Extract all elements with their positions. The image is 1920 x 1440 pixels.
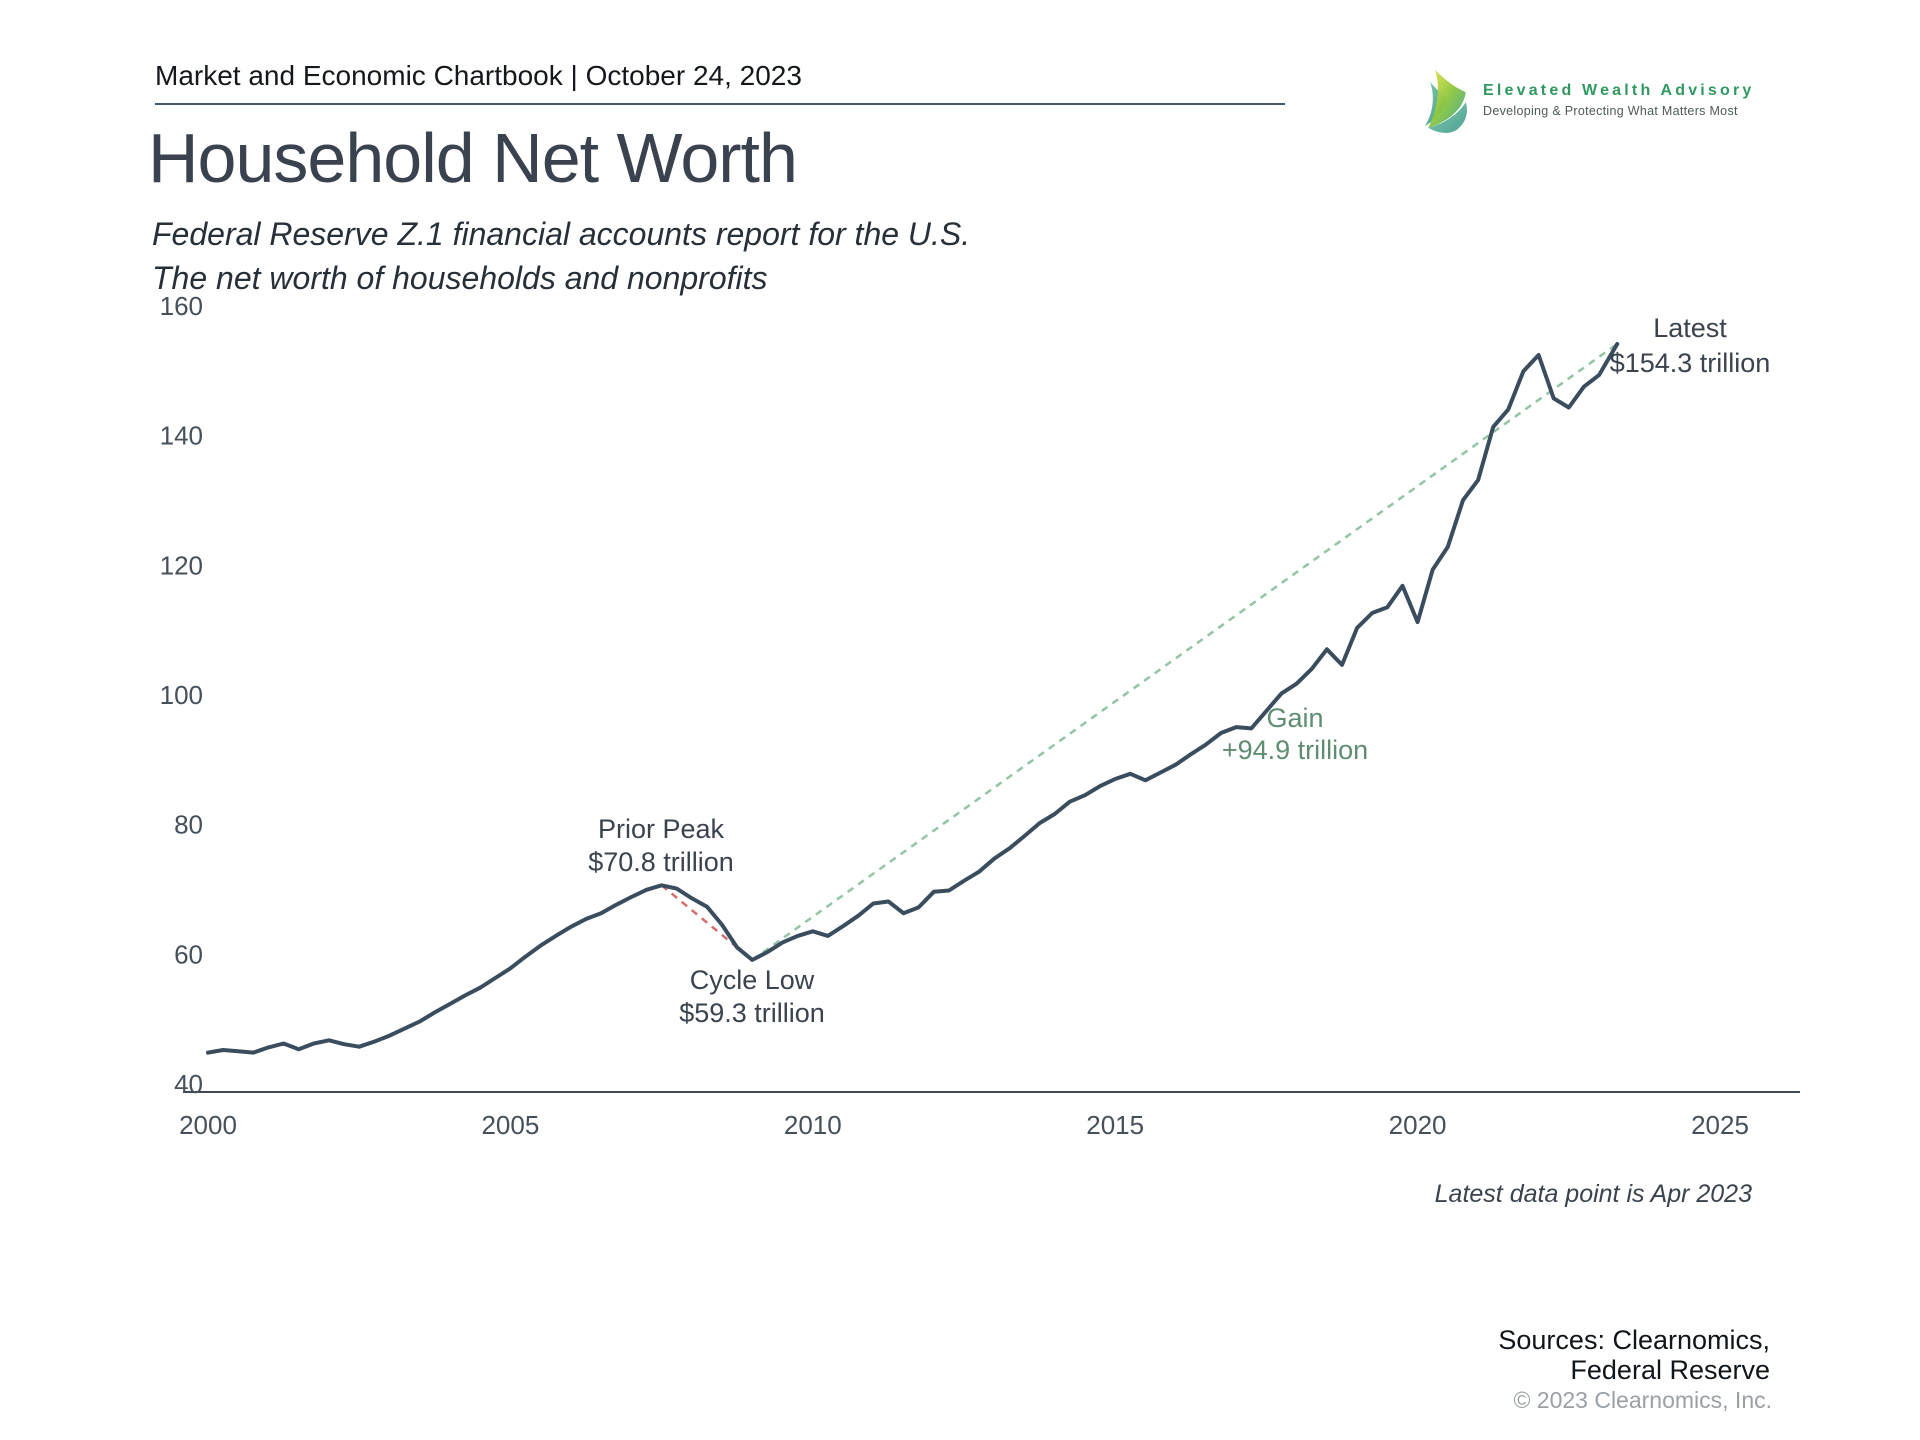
page-title: Household Net Worth [148, 119, 797, 197]
y-tick-100: 100 [159, 679, 203, 710]
latest-data-footnote: Latest data point is Apr 2023 [1434, 1180, 1752, 1208]
prior-peak-value: $70.8 trillion [588, 847, 734, 877]
net-worth-line [208, 344, 1617, 1053]
y-tick-40: 40 [174, 1068, 203, 1099]
gain-value: +94.9 trillion [1221, 735, 1369, 765]
refline-low-to-latest-gain [752, 344, 1617, 960]
y-tick-160: 160 [159, 291, 203, 321]
sources-line-1: Sources: Clearnomics, [1498, 1325, 1770, 1355]
x-tick-2020: 2020 [1388, 1110, 1447, 1140]
x-tick-2025: 2025 [1691, 1110, 1749, 1140]
sources-line-2: Federal Reserve [1570, 1354, 1770, 1385]
logo-tagline: Developing & Protecting What Matters Most [1483, 104, 1738, 118]
cycle-low-label: Cycle Low [689, 965, 815, 995]
gain-label: Gain [1266, 703, 1324, 733]
y-tick-60: 60 [174, 939, 203, 970]
y-tick-140: 140 [159, 420, 203, 451]
x-tick-2000: 2000 [179, 1110, 237, 1140]
x-tick-2010: 2010 [783, 1110, 842, 1140]
cycle-low-value: $59.3 trillion [679, 998, 825, 1028]
report-header: Market and Economic Chartbook | October 24, 2023 [155, 60, 802, 91]
prior-peak-label: Prior Peak [597, 814, 725, 844]
subtitle-line-2: The net worth of households and nonprofits [152, 259, 768, 296]
subtitle-line-1: Federal Reserve Z.1 financial accounts report for the U.S. [152, 216, 971, 252]
x-tick-2005: 2005 [481, 1110, 540, 1140]
latest-label: Latest [1653, 313, 1727, 343]
latest-value: $154.3 trillion [1609, 348, 1771, 378]
copyright-note: © 2023 Clearnomics, Inc. [1513, 1387, 1772, 1413]
sources-note [1498, 1326, 1770, 1385]
y-tick-120: 120 [159, 550, 203, 581]
x-tick-2015: 2015 [1086, 1110, 1145, 1140]
logo-company-name: Elevated Wealth Advisory [1483, 82, 1755, 99]
y-tick-80: 80 [174, 809, 203, 840]
